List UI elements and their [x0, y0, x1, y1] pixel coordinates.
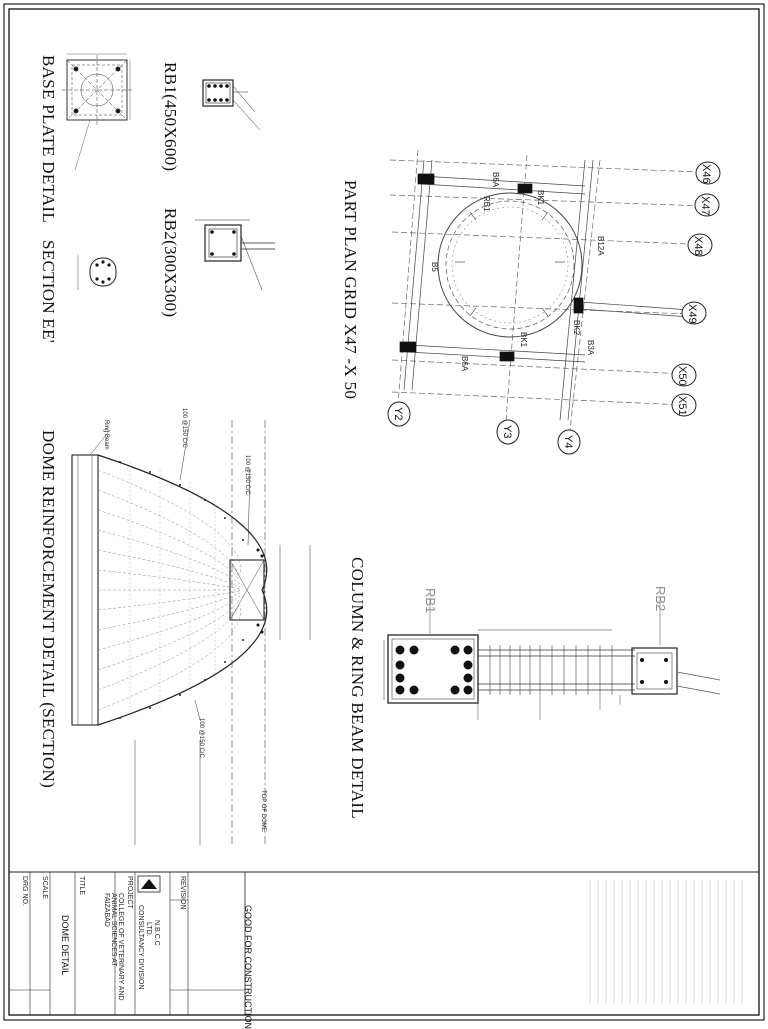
grid-label-y2: Y2: [392, 407, 404, 421]
grid-line-x48: [392, 232, 690, 244]
beam-label-b6a-bottom: B6A: [460, 356, 469, 372]
grid-label-x48: X48: [692, 236, 704, 256]
beam-label-b6a-top: B6A: [491, 172, 500, 188]
consultant-ltd: LTD.: [145, 922, 152, 937]
beam-label-b12a: B12A: [596, 236, 605, 256]
title-label: TITLE: [78, 876, 85, 896]
outer-border: [4, 4, 764, 1020]
project-line-3: FAIZABAD: [103, 893, 110, 927]
rb2-ref-label: RB2: [653, 586, 668, 612]
grid-label-x50: X50: [676, 366, 688, 386]
part-plan-title: PART PLAN GRID X47 -X 50: [341, 180, 360, 400]
grid-line-x46: [390, 160, 700, 172]
beam-label-b3a: B3A: [586, 340, 595, 356]
grid-label-x49: X49: [686, 304, 698, 324]
project-label: PROJECT: [126, 876, 133, 909]
grid-label-y4: Y4: [562, 435, 574, 449]
grid-line-x51: [392, 392, 685, 405]
consultant-division: CONSULTANCY DIVISION: [137, 905, 144, 990]
grid-bubbles: [388, 162, 720, 454]
dome-note-3: 100 @150 C/C: [198, 718, 204, 758]
grid-line-x50: [392, 360, 685, 374]
rb2-title: RB2(300X300): [161, 208, 180, 318]
dome-section: [72, 420, 310, 845]
column-ring-detail: [384, 598, 720, 720]
grid-line-y4: [570, 160, 600, 430]
beam-label-b5: B5: [430, 262, 439, 272]
rb1-ref-label: RB1: [423, 588, 438, 614]
top-of-dome-label: TOP OF DOME: [260, 790, 266, 832]
part-plan: [390, 150, 705, 430]
drawing-title: DOME DETAIL: [60, 915, 70, 976]
column-ring-title: COLUMN & RING BEAM DETAIL: [348, 557, 367, 820]
beam-label-bk1-top: BK1: [536, 190, 545, 206]
status-label: GOOD FOR CONSTRUCTION: [243, 905, 253, 1029]
base-plate-detail: [62, 54, 132, 170]
drawing-number-label: DRG NO.: [21, 876, 28, 906]
grid-line-y2: [398, 150, 418, 405]
dome-note-4: Ring Beam: [103, 420, 109, 450]
grid-label-x46: X46: [700, 164, 712, 184]
beam-label-bk2: BK2: [572, 320, 581, 336]
consultant-name: N.B.C.C: [153, 920, 160, 946]
rb1-section: [203, 80, 260, 130]
dome-title: DOME REINFORCEMENT DETAIL (SECTION): [39, 430, 58, 789]
grid-label-y3: Y3: [501, 425, 513, 439]
revision-label: REVISION: [179, 876, 186, 910]
base-plate-title: BASE PLATE DETAIL: [39, 55, 58, 224]
section-ee-title: SECTION EE': [39, 240, 58, 344]
rb1-title: RB1(450X600): [161, 62, 180, 172]
dome-note-2: 100 @150 C/C: [244, 455, 250, 495]
scale-label: SCALE: [41, 876, 48, 899]
beam-label-bk1-bottom: BK1: [519, 332, 528, 348]
grid-label-x51: X51: [676, 396, 688, 416]
inner-border: [9, 9, 759, 1015]
dome-note-1: 100 @150 C/C: [181, 408, 187, 448]
rb2-section: [195, 220, 275, 290]
project-line-1: COLLEGE OF VETERINARY AND: [117, 893, 124, 1001]
grid-line-x49: [392, 303, 690, 314]
beam-label-rb1: RB1: [482, 196, 491, 212]
section-ee-detail: [78, 255, 116, 290]
grid-label-x47: X47: [699, 196, 711, 216]
project-line-2: ANIMAL SCIENCES AT: [110, 893, 117, 967]
grid-line-x47: [390, 195, 705, 206]
